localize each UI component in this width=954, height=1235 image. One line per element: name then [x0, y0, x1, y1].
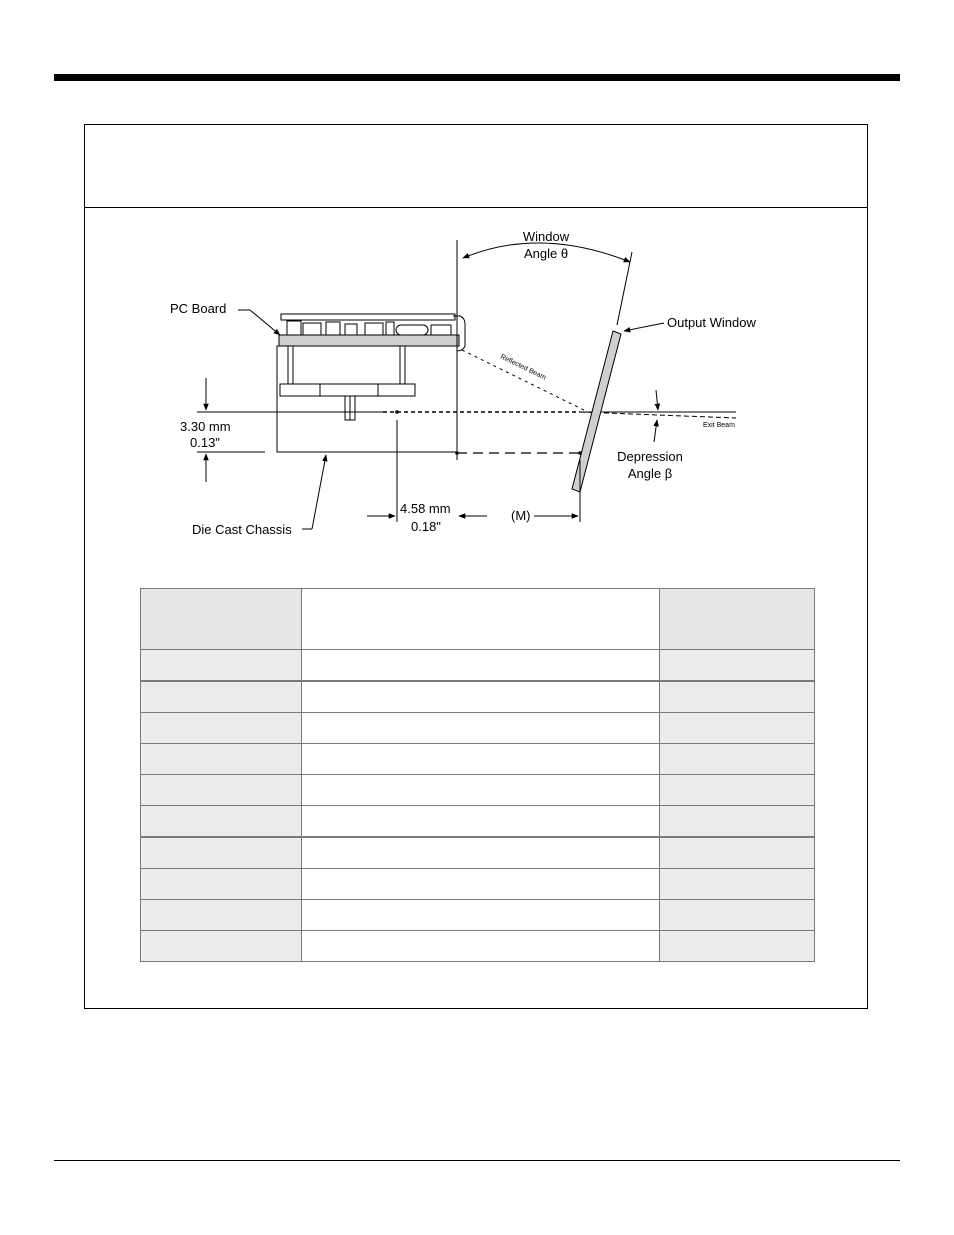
chassis-leader: [312, 455, 326, 529]
pc-board-leader: [250, 310, 280, 335]
scan-engine: [277, 314, 465, 452]
height-in-label: 0.13": [190, 435, 220, 450]
window-spec-table: [140, 588, 815, 962]
exit-beam-depressed: [580, 412, 736, 418]
reflected-beam-label: Reflected Beam: [499, 353, 547, 382]
depression-label-1: Depression: [617, 449, 683, 464]
window-angle-label-2: Angle θ: [523, 246, 569, 261]
depression-label-2: Angle β: [627, 466, 673, 481]
window-angle-label-1: Window: [522, 229, 570, 244]
reflected-beam-line: [462, 350, 588, 412]
table-row: [141, 713, 815, 744]
table-row: [141, 900, 815, 931]
window-extension-line: [617, 252, 632, 325]
output-window-leader: [624, 323, 664, 331]
die-cast-chassis-label: Die Cast Chassis: [192, 522, 292, 537]
table-row: [141, 650, 815, 682]
table-row: [141, 837, 815, 869]
offset-in-label: 0.18": [411, 519, 441, 534]
height-mm-label: 3.30 mm: [180, 419, 231, 434]
table-row: [141, 681, 815, 713]
table-row: [141, 806, 815, 838]
m-dimension-label: (M): [511, 508, 531, 523]
table-header-cell: [660, 589, 815, 650]
exit-beam-label: Exit Beam: [703, 422, 735, 429]
table-row: [141, 744, 815, 775]
offset-mm-label: 4.58 mm: [400, 501, 451, 516]
table-header-row: [141, 589, 815, 650]
table-row: [141, 775, 815, 806]
table-header-cell: [141, 589, 302, 650]
bottom-rule: [54, 1160, 900, 1161]
pc-board-label: PC Board: [170, 301, 227, 316]
depression-arrow-bottom: [654, 420, 657, 442]
table-row: [141, 931, 815, 962]
table-row: [141, 869, 815, 900]
output-window-label: Output Window: [667, 315, 756, 330]
table-header-cell: [302, 589, 660, 650]
depression-arrow-top: [656, 390, 658, 410]
